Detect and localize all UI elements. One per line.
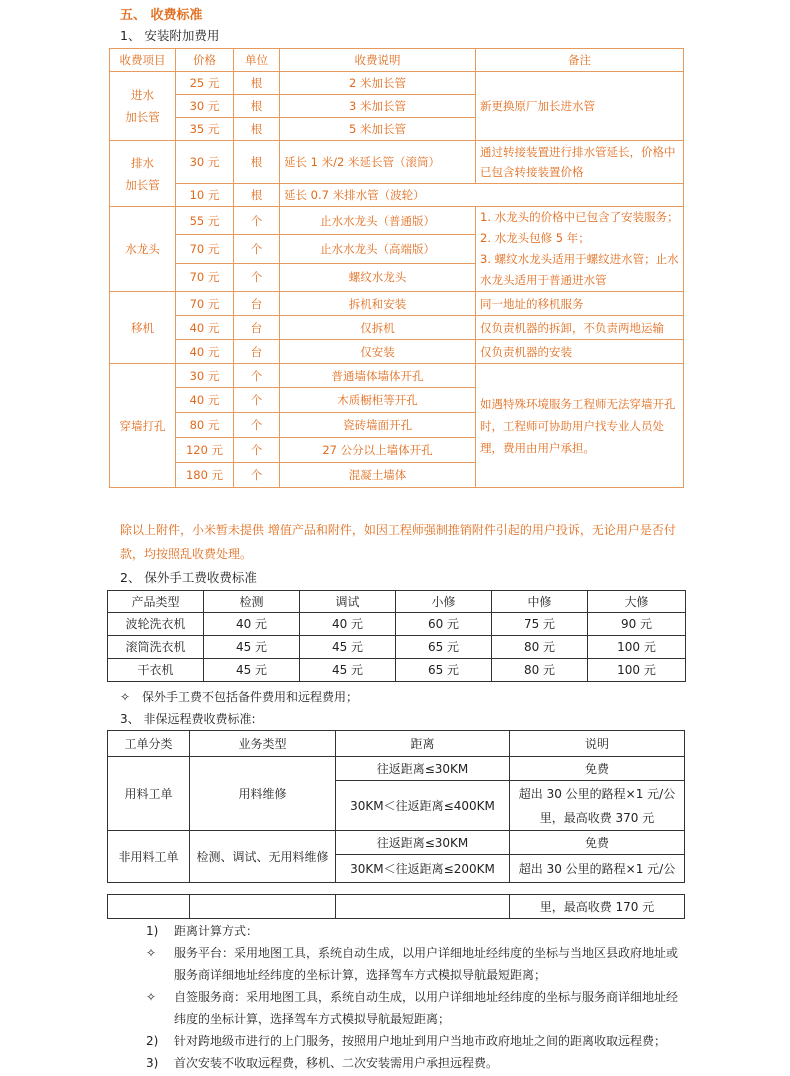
unit-cell: 个	[234, 207, 280, 235]
distance-cell: 往返距离≤30KM	[336, 831, 510, 855]
note-text: 服务平台：采用地图工具，系统自动生成，以用户详细地址经纬度的坐标与当地区县政府地址或服务商详细地址经纬度的坐标计算，选择驾车方式模拟导航最短距离；	[174, 946, 679, 982]
table-row	[110, 364, 684, 388]
desc-cell: 里，最高收费 170 元	[510, 895, 685, 919]
price-cell: 40 元	[176, 340, 234, 364]
header-cell: 调试	[300, 591, 396, 613]
note-item	[146, 942, 684, 986]
note-cell: 通过转接装置进行排水管延长，价格中已包含转接装置价格	[476, 141, 684, 184]
desc-cell: 普通墙体墙体开孔	[280, 364, 476, 388]
desc-cell: 木质橱柜等开孔	[280, 388, 476, 413]
labor-note: ✧ 保外手工费不包括备件费用和远程费用；	[120, 690, 359, 704]
empty-cell	[108, 895, 190, 919]
header-cell: 业务类型	[190, 731, 336, 757]
header-cell: 备注	[476, 49, 684, 72]
header-cell: 价格	[176, 49, 234, 72]
unit-cell: 根	[234, 118, 280, 141]
order-category: 非用料工单	[108, 831, 190, 883]
table-row	[108, 659, 686, 682]
table-row	[110, 141, 684, 184]
desc-cell: 2 米加长管	[280, 72, 476, 95]
price-cell: 10 元	[176, 184, 234, 207]
cell: 45 元	[204, 636, 300, 659]
desc-cell: 延长 0.7 米排水管（波轮）	[280, 184, 684, 207]
note-item	[146, 986, 684, 1030]
cell: 80 元	[492, 659, 588, 682]
unit-cell: 个	[234, 438, 280, 463]
header-cell: 产品类型	[108, 591, 204, 613]
cell: 40 元	[204, 613, 300, 636]
fee-footnote: 除以上附件，小米暂未提供 增值产品和附件，如因工程师强制推销附件引起的用户投诉，无论用户是否付款，均按照乱收费处理。	[120, 523, 676, 561]
note-item	[146, 920, 684, 942]
table-row	[110, 72, 684, 95]
header-cell: 收费说明	[280, 49, 476, 72]
cell: 45 元	[300, 636, 396, 659]
table-row	[108, 613, 686, 636]
desc-cell: 止水水龙头（高端版）	[280, 235, 476, 263]
table-row	[108, 895, 685, 919]
price-cell: 55 元	[176, 207, 234, 235]
header-cell: 单位	[234, 49, 280, 72]
desc-cell: 仅安装	[280, 340, 476, 364]
order-category: 用料工单	[108, 757, 190, 831]
desc-cell: 瓷砖墙面开孔	[280, 413, 476, 438]
note-marker: 2)	[146, 1034, 159, 1048]
note-marker: 1)	[146, 924, 159, 938]
table-header-row	[110, 49, 684, 72]
group-name: 进水 加长管	[110, 72, 176, 141]
cell: 100 元	[588, 636, 686, 659]
note-text: 首次安装不收取远程费，移机、二次安装需用户承担远程费。	[174, 1056, 499, 1070]
desc-cell: 免费	[510, 831, 685, 855]
distance-cell: 往返距离≤30KM	[336, 757, 510, 781]
cell: 滚筒洗衣机	[108, 636, 204, 659]
service-type: 用料维修	[190, 757, 336, 831]
distance-cell: 30KM＜往返距离≤200KM	[336, 855, 510, 883]
desc-cell: 超出 30 公里的路程×1 元/公	[510, 855, 685, 883]
note-marker: ✧	[146, 946, 157, 960]
desc-cell: 5 米加长管	[280, 118, 476, 141]
cell: 75 元	[492, 613, 588, 636]
desc-cell: 止水水龙头（普通版）	[280, 207, 476, 235]
note-text: 自签服务商：采用地图工具，系统自动生成，以用户详细地址经纬度的坐标与服务商详细地址经纬度的坐标计算，选择驾车方式模拟导航最短距离；	[174, 990, 679, 1026]
group-name: 排水 加长管	[110, 141, 176, 207]
group-name: 移机	[110, 292, 176, 364]
labor-fee-table	[107, 590, 686, 682]
notes-list	[146, 920, 684, 1074]
subsection-2-title: 2、 保外手工费收费标准	[120, 570, 257, 585]
desc-cell: 超出 30 公里的路程×1 元/公里，最高收费 370 元	[510, 781, 685, 831]
unit-cell: 台	[234, 292, 280, 316]
subsection-1-title: 1、 安装附加费用	[120, 28, 220, 43]
price-cell: 120 元	[176, 438, 234, 463]
note-cell: 仅负责机器的拆卸，不负责两地运输	[476, 316, 684, 340]
table-header-row	[108, 731, 685, 757]
price-cell: 40 元	[176, 388, 234, 413]
desc-cell: 延长 1 米/2 米延长管（滚筒）	[280, 141, 476, 184]
table-row	[110, 292, 684, 316]
cell: 45 元	[300, 659, 396, 682]
unit-cell: 根	[234, 72, 280, 95]
section-title: 五、 收费标准	[120, 8, 203, 23]
table-row	[110, 316, 684, 340]
price-cell: 30 元	[176, 141, 234, 184]
header-cell: 检测	[204, 591, 300, 613]
distance-cell: 30KM＜往返距离≤400KM	[336, 781, 510, 831]
header-cell: 中修	[492, 591, 588, 613]
table-row	[110, 207, 684, 235]
unit-cell: 根	[234, 95, 280, 118]
cell: 65 元	[396, 659, 492, 682]
remote-fee-table-continued	[107, 894, 685, 919]
empty-cell	[336, 895, 510, 919]
note-cell: 仅负责机器的安装	[476, 340, 684, 364]
note-item	[146, 1030, 684, 1052]
note-text: 距离计算方式：	[174, 924, 259, 938]
table-row	[110, 184, 684, 207]
price-cell: 35 元	[176, 118, 234, 141]
cell: 干衣机	[108, 659, 204, 682]
unit-cell: 个	[234, 388, 280, 413]
table-row	[110, 340, 684, 364]
group-name: 水龙头	[110, 207, 176, 292]
unit-cell: 台	[234, 340, 280, 364]
remote-fee-table	[107, 730, 685, 883]
cell: 100 元	[588, 659, 686, 682]
note-marker: ✧	[146, 990, 157, 1004]
unit-cell: 个	[234, 364, 280, 388]
header-cell: 大修	[588, 591, 686, 613]
table-header-row	[108, 591, 686, 613]
desc-cell: 拆机和安装	[280, 292, 476, 316]
price-cell: 40 元	[176, 316, 234, 340]
table-row	[108, 636, 686, 659]
header-cell: 距离	[336, 731, 510, 757]
service-type: 检测、调试、无用料维修	[190, 831, 336, 883]
header-cell: 说明	[510, 731, 685, 757]
desc-cell: 混凝土墙体	[280, 463, 476, 488]
price-cell: 70 元	[176, 292, 234, 316]
unit-cell: 个	[234, 263, 280, 291]
unit-cell: 台	[234, 316, 280, 340]
cell: 40 元	[300, 613, 396, 636]
subsection-3-title: 3、 非保远程费收费标准:	[120, 712, 256, 726]
unit-cell: 个	[234, 463, 280, 488]
unit-cell: 个	[234, 413, 280, 438]
note-cell: 1. 水龙头的价格中已包含了安装服务； 2. 水龙头包修 5 年； 3. 螺纹水龙头适用于螺纹进水管；止水水龙头适用于普通进水管	[476, 207, 684, 292]
price-cell: 180 元	[176, 463, 234, 488]
group-name: 穿墙打孔	[110, 364, 176, 488]
cell: 60 元	[396, 613, 492, 636]
note-cell: 同一地址的移机服务	[476, 292, 684, 316]
price-cell: 70 元	[176, 235, 234, 263]
cell: 65 元	[396, 636, 492, 659]
table-row	[108, 831, 685, 855]
note-text: 针对跨地级市进行的上门服务，按照用户地址到用户当地市政府地址之间的距离收取远程费；	[174, 1034, 667, 1048]
desc-cell: 免费	[510, 757, 685, 781]
desc-cell: 3 米加长管	[280, 95, 476, 118]
header-cell: 收费项目	[110, 49, 176, 72]
unit-cell: 根	[234, 141, 280, 184]
price-cell: 70 元	[176, 263, 234, 291]
header-cell: 小修	[396, 591, 492, 613]
cell: 90 元	[588, 613, 686, 636]
empty-cell	[190, 895, 336, 919]
cell: 80 元	[492, 636, 588, 659]
desc-cell: 仅拆机	[280, 316, 476, 340]
desc-cell: 27 公分以上墙体开孔	[280, 438, 476, 463]
cell: 波轮洗衣机	[108, 613, 204, 636]
note-item	[146, 1052, 684, 1074]
price-cell: 30 元	[176, 364, 234, 388]
header-cell: 工单分类	[108, 731, 190, 757]
desc-cell: 螺纹水龙头	[280, 263, 476, 291]
install-fee-table	[109, 48, 684, 488]
note-cell: 如遇特殊环境服务工程师无法穿墙开孔时，工程师可协助用户找专业人员处理，费用由用户承担。	[476, 364, 684, 488]
price-cell: 25 元	[176, 72, 234, 95]
price-cell: 80 元	[176, 413, 234, 438]
price-cell: 30 元	[176, 95, 234, 118]
unit-cell: 个	[234, 235, 280, 263]
table-row	[108, 757, 685, 781]
unit-cell: 根	[234, 184, 280, 207]
note-cell: 新更换原厂加长进水管	[476, 72, 684, 141]
cell: 45 元	[204, 659, 300, 682]
note-marker: 3)	[146, 1056, 159, 1070]
